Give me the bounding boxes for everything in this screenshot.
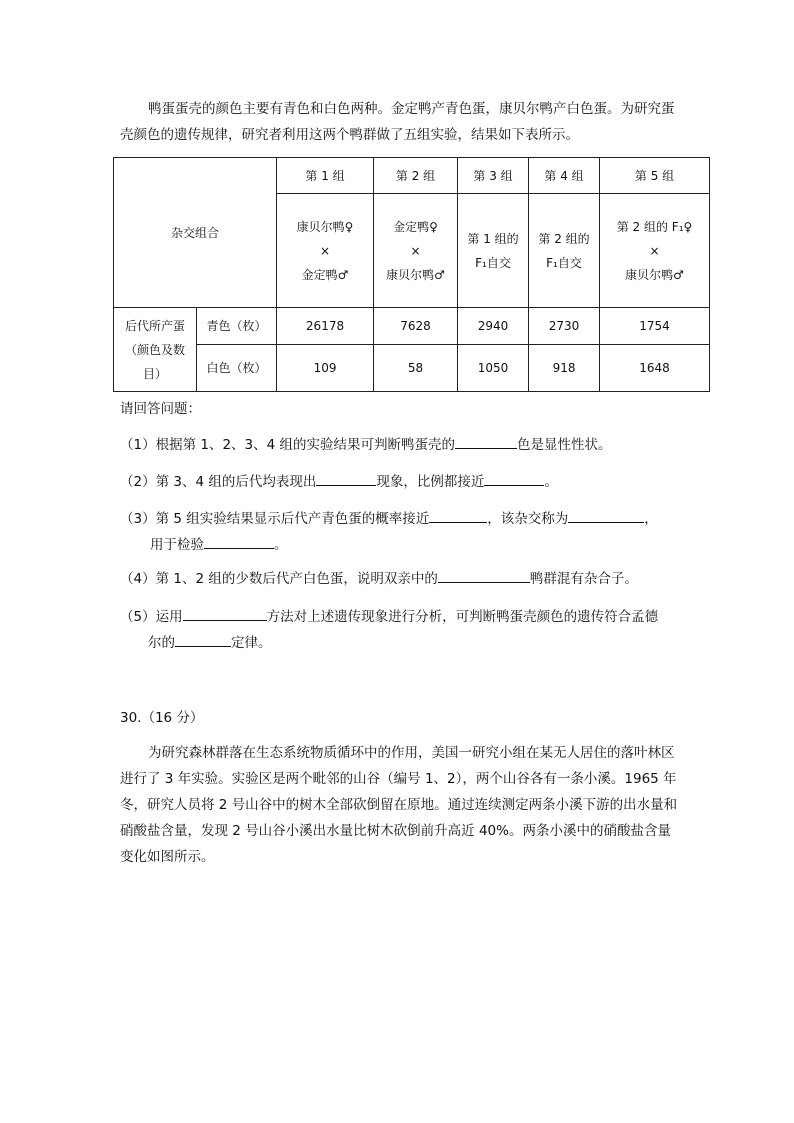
table-cell: 2730 [529,308,600,345]
question-prompt: 请回答问题： [120,401,201,417]
answer-blank[interactable] [455,434,517,449]
cross-cell: 第 1 组的 F₁自交 [458,194,529,308]
row-label: 白色（枚） [197,345,277,392]
intro-paragraph: 鸭蛋蛋壳的颜色主要有青色和白色两种。金定鸭产青色蛋，康贝尔鸭产白色蛋。为研究蛋壳颜色的遗传规律，研究者利用这两个鸭群做了五组实验，结果如下表所示。 [120,101,675,143]
row-label: 青色（枚） [197,308,277,345]
answer-blank[interactable] [484,471,544,486]
answer-blank[interactable] [204,534,274,549]
cross-cell: 第 2 组的 F₁♀ × 康贝尔鸭♂ [600,194,710,308]
question-3: （3）第 5 组实验结果显示后代产青色蛋的概率接近 ，该杂交称为 ， 用于检验 。 [120,506,658,558]
experiment-table [113,157,710,392]
answer-blank[interactable] [438,568,530,583]
question-1: （1）根据第 1、2、3、4 组的实验结果可判断鸭蛋壳的 色是显性性状。 [120,432,612,458]
answer-blank[interactable] [568,508,644,523]
question-2: （2）第 3、4 组的后代均表现出 现象，比例都接近 。 [120,469,558,495]
question-4: （4）第 1、2 组的少数后代产白色蛋，说明双亲中的 鸭群混有杂合子。 [120,566,638,592]
answer-blank[interactable] [175,632,231,647]
table-cell: 7628 [374,308,458,345]
answer-blank[interactable] [183,606,267,621]
table-cell: 26178 [277,308,374,345]
section-30-title: 30.（16 分） [120,710,204,726]
cross-cell: 金定鸭♀ × 康贝尔鸭♂ [374,194,458,308]
section-30-paragraph: 为研究森林群落在生态系统物质循环中的作用，美国一研究小组在某无人居住的落叶林区进行了 3 年实验。实验区是两个毗邻的山谷（编号 1、2），两个山谷各有一条小溪。1965 年冬，研究人员将 2 号山谷中的树木全部砍倒留在原地。通过连续测定两条小溪下游的出水量和硝酸盐含量，发现 2 号山谷小溪出水量比树木砍倒前升高近 40%。两条小溪中的硝酸盐含量变化如图所示。 [120,745,678,865]
answer-blank[interactable] [429,508,487,523]
group-header: 第 3 组 [458,158,529,194]
table-cell: 2940 [458,308,529,345]
group-header: 第 1 组 [277,158,374,194]
table-cell: 1648 [600,345,710,392]
group-header: 第 2 组 [374,158,458,194]
table-cell: 918 [529,345,600,392]
cross-cell: 康贝尔鸭♀ × 金定鸭♂ [277,194,374,308]
group-header: 第 5 组 [600,158,710,194]
cross-cell: 第 2 组的 F₁自交 [529,194,600,308]
group-header: 第 4 组 [529,158,600,194]
table-cell: 58 [374,345,458,392]
cross-header: 杂交组合 [114,158,277,308]
table-cell: 109 [277,345,374,392]
table-cell: 1754 [600,308,710,345]
table-cell: 1050 [458,345,529,392]
answer-blank[interactable] [316,471,376,486]
offspring-label: 后代所产蛋 （颜色及数 目） [114,308,197,392]
question-5: （5）运用 方法对上述遗传现象进行分析，可判断鸭蛋壳颜色的遗传符合孟德 尔的 定律。 [120,604,658,656]
